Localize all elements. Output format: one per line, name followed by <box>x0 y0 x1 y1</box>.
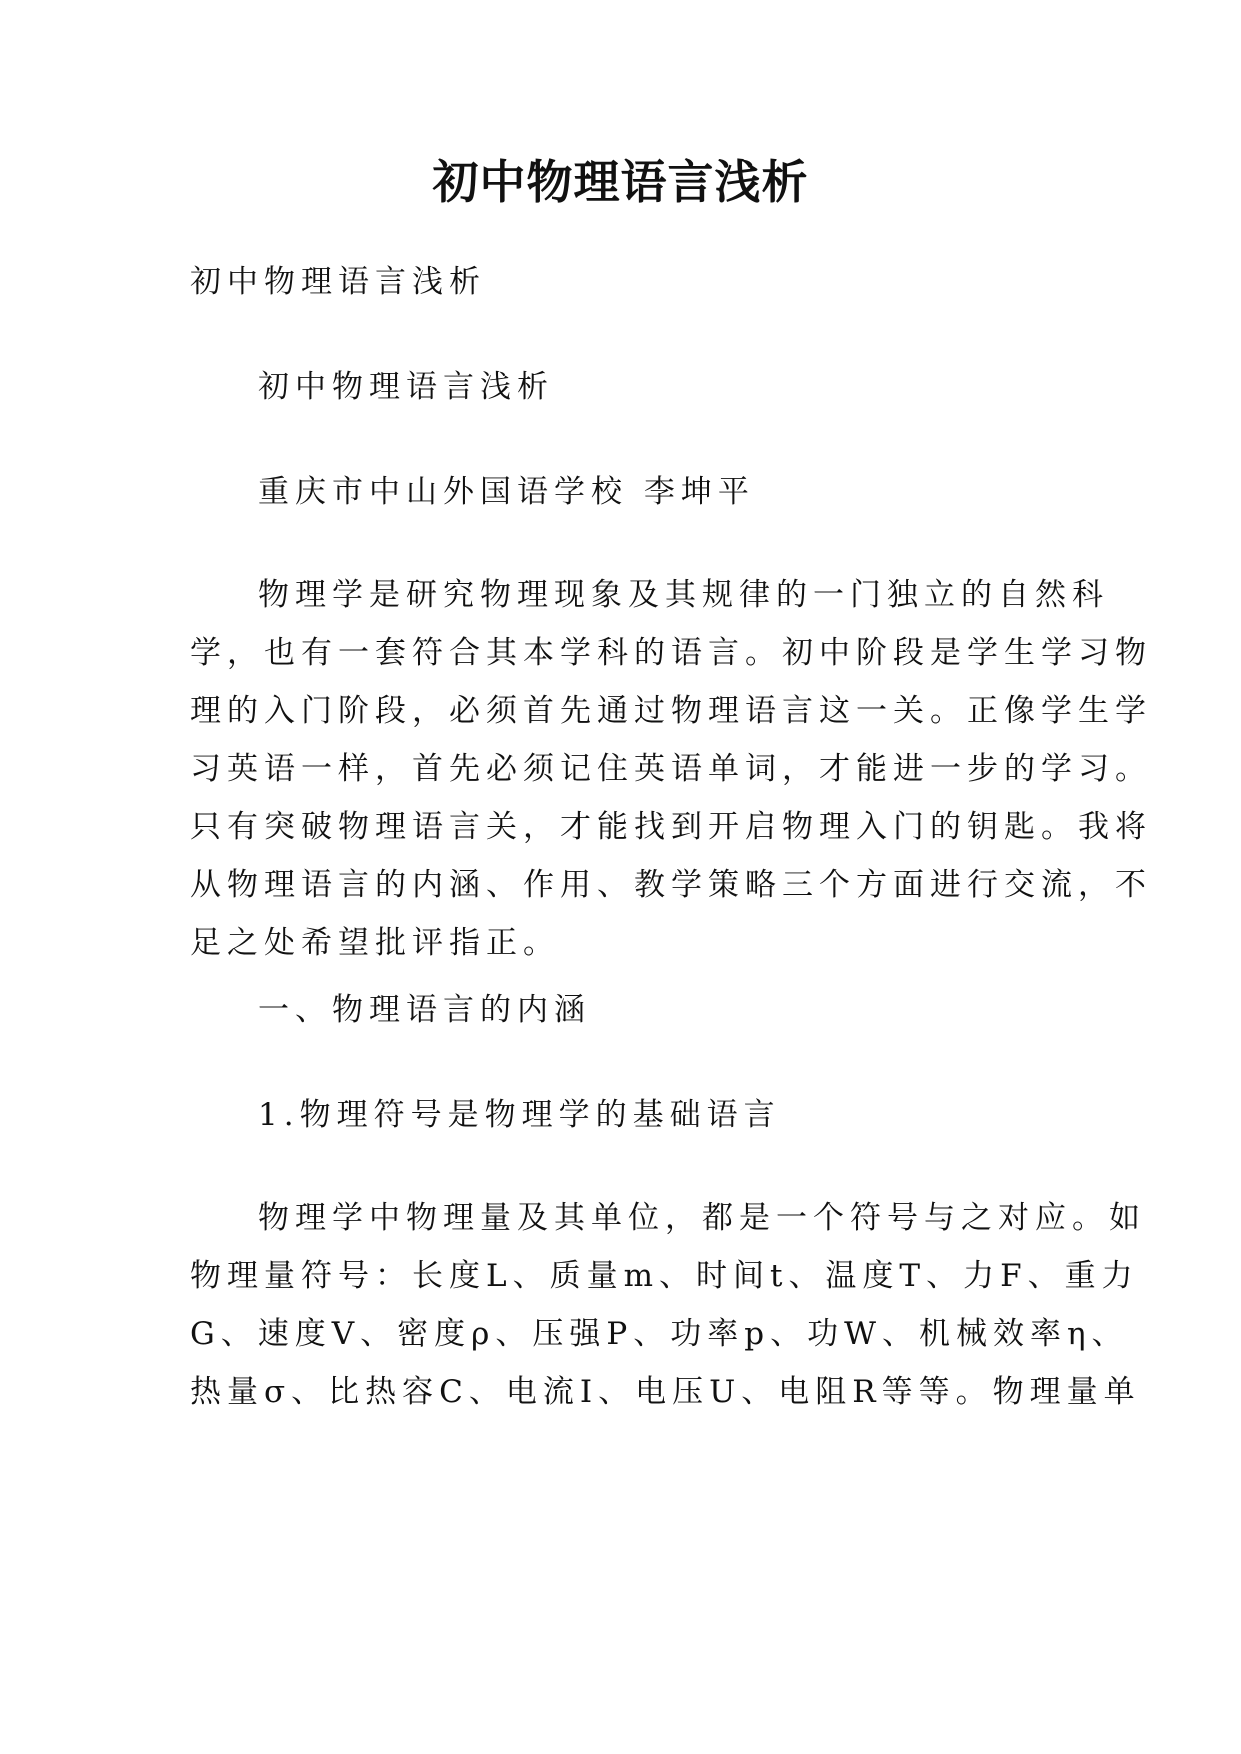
author-line: 重庆市中山外国语学校 李坤平 <box>258 474 755 510</box>
paragraph-line: 习英语一样，首先必须记住英语单词，才能进一步的学习。 <box>190 751 1152 787</box>
subsection-heading: 1.物理符号是物理学的基础语言 <box>258 1097 781 1133</box>
paragraph-line: 从物理语言的内涵、作用、教学策略三个方面进行交流，不 <box>190 867 1152 903</box>
paragraph-line: 学，也有一套符合其本学科的语言。初中阶段是学生学习物 <box>190 635 1152 671</box>
paragraph-line: 物理量符号：长度L、质量m、时间t、温度T、力F、重力 <box>190 1258 1139 1294</box>
subtitle-indented: 初中物理语言浅析 <box>258 369 554 405</box>
paragraph-line: 热量σ、比热容C、电流I、电压U、电阻R等等。物理量单 <box>190 1374 1141 1410</box>
section-heading: 一、物理语言的内涵 <box>258 992 591 1028</box>
paragraph-line: G、速度V、密度ρ、压强P、功率p、功W、机械效率η、 <box>190 1316 1129 1352</box>
paragraph-line: 物理学中物理量及其单位，都是一个符号与之对应。如 <box>258 1200 1146 1236</box>
symbols-paragraph <box>190 1189 1146 1421</box>
paragraph-line: 足之处希望批评指正。 <box>190 925 560 961</box>
paragraph-line: 理的入门阶段，必须首先通过物理语言这一关。正像学生学 <box>190 693 1152 729</box>
document-title: 初中物理语言浅析 <box>432 155 809 209</box>
paragraph-line: 只有突破物理语言关，才能找到开启物理入门的钥匙。我将 <box>190 809 1152 845</box>
intro-paragraph <box>190 566 1152 972</box>
paragraph-line: 物理学是研究物理现象及其规律的一门独立的自然科 <box>258 577 1109 613</box>
subtitle-plain: 初中物理语言浅析 <box>190 264 486 300</box>
